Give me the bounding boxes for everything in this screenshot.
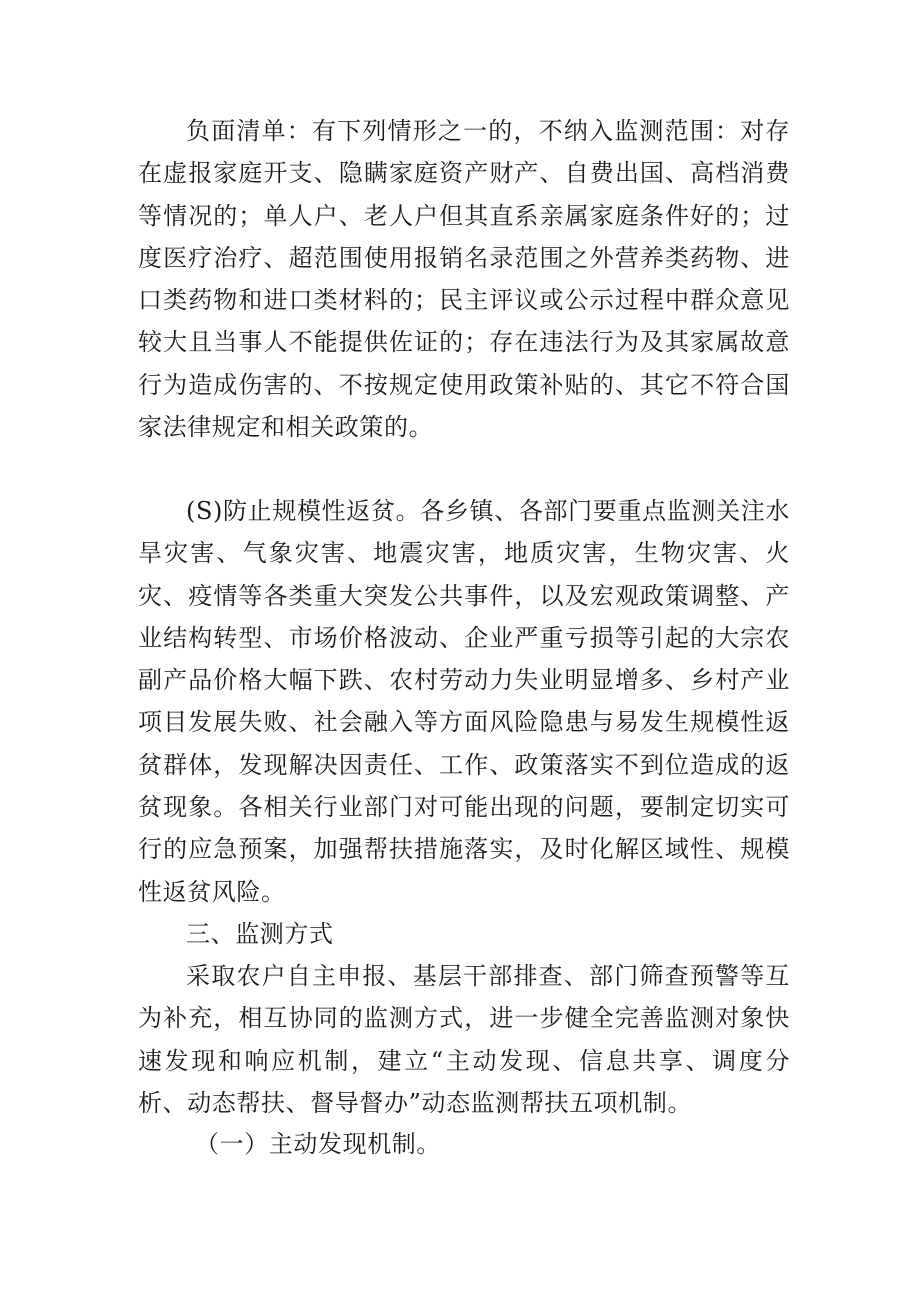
paragraph-prevent-return-poverty: (S)防止规模性返贫。各乡镇、各部门要重点监测关注水旱灾害、气象灾害、地震灾害，地质灾害，生物灾害、火灾、疫情等各类重大突发公共事件，以及宏观政策调整、产业结构转型、市场价格波动、企业严重亏损等引起的大宗农副产品价格大幅下跌、农村劳动力失业明显增多、乡村产业项目发展失败、社会融入等方面风险隐患与易发生规模性返贫群体，发现解决因责任、工作、政策落实不到位造成的返贫现象。各相关行业部门对可能出现的问题，要制定切实可行的应急预案，加强帮扶措施落实，及时化解区域性、规模性返贫风险。 bbox=[138, 497, 790, 906]
subsection-heading: （一）主动发现机制。 bbox=[195, 1130, 441, 1158]
paragraph-negative-list: 负面清单：有下列情形之一的，不纳入监测范围：对存在虚报家庭开支、隐瞒家庭资产财产、自费出国、高档消费等情况的；单人户、老人户但其直系亲属家庭条件好的；过度医疗治疗、超范围使用报销名录范围之外营养类药物、进口类药物和进口类材料的；民主评议或公示过程中群众意见较大且当事人不能提供佐证的；存在违法行为及其家属故意行为造成伤害的、不按规定使用政策补贴的、其它不符合国家法律规定和相关政策的。 bbox=[138, 117, 790, 442]
paragraph-monitoring-method: 采取农户自主申报、基层干部排查、部门筛查预警等互为补充，相互协同的监测方式，进一步健全完善监测对象快速发现和响应机制，建立“主动发现、信息共享、调度分析、动态帮扶、督导督办”动态监测帮扶五项机制。 bbox=[138, 962, 790, 1117]
section-heading: 三、监测方式 bbox=[186, 920, 334, 948]
